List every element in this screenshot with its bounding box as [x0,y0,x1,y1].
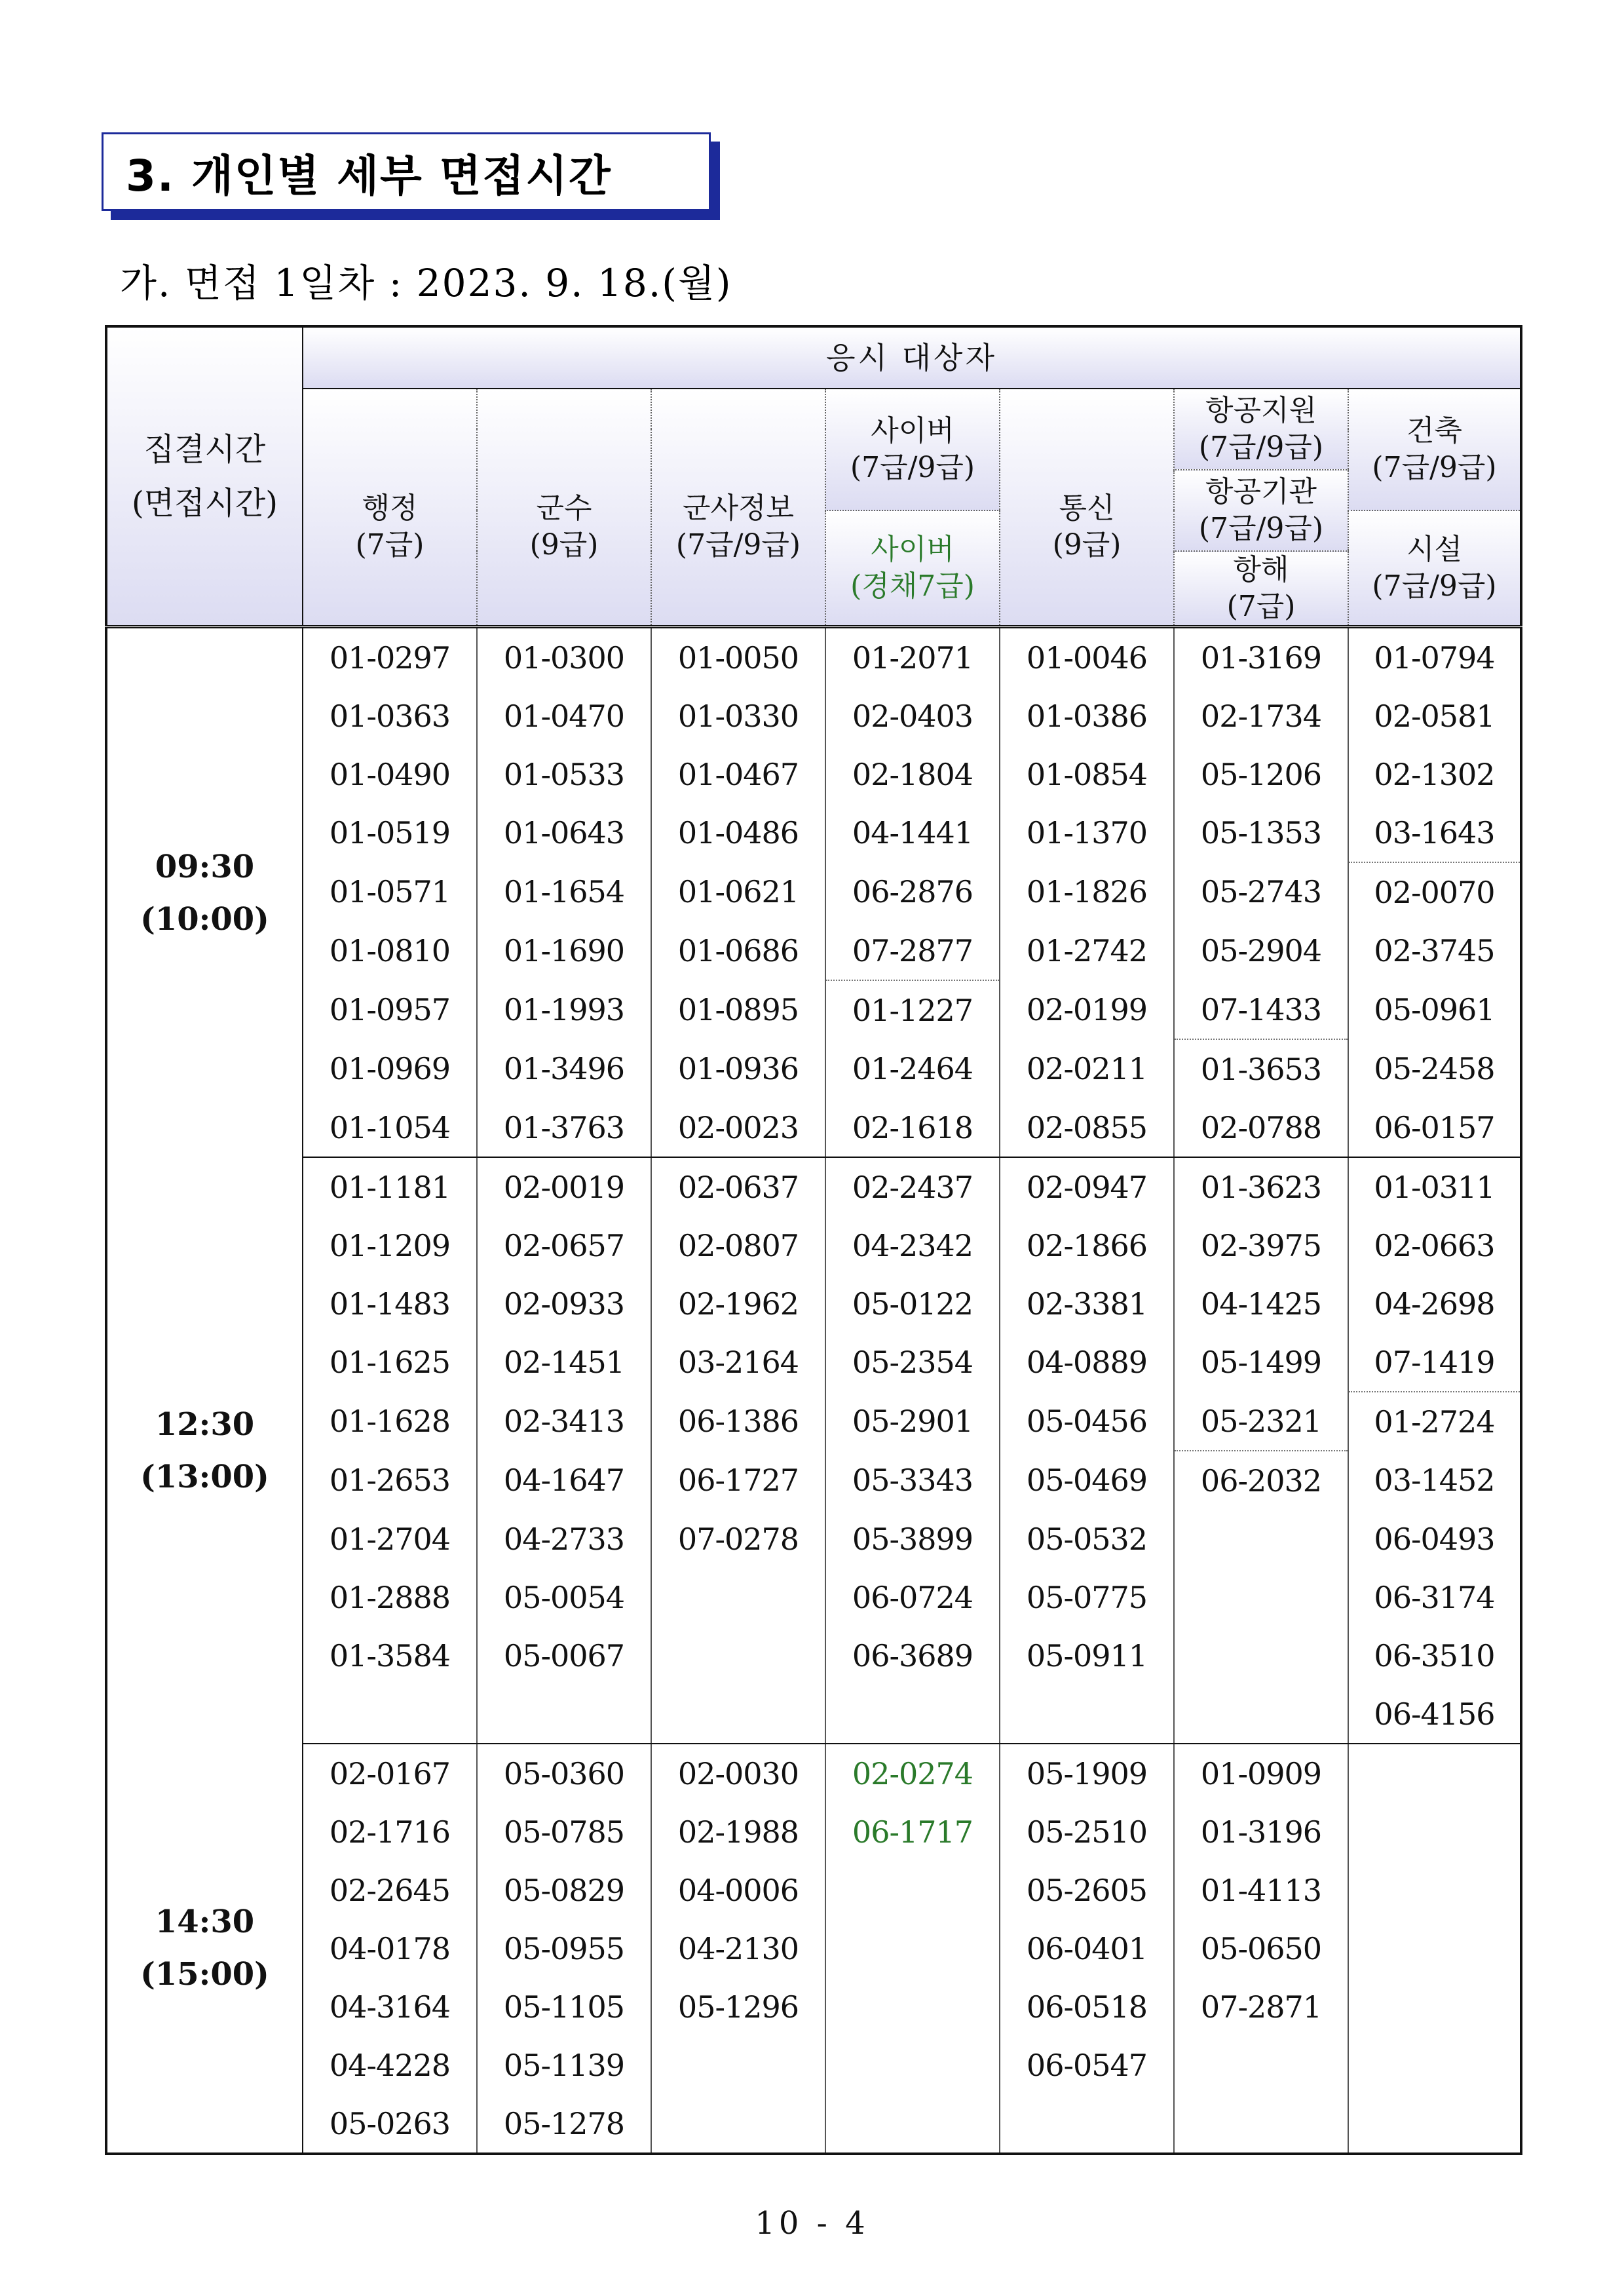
applicant-number-cell: 04-1425 [1174,1274,1348,1333]
col-header-geonchuk [1348,389,1521,510]
applicant-number-cell: 04-2342 [825,1216,1000,1274]
applicant-number-cell: 05-2901 [825,1392,1000,1451]
applicant-number-cell: 02-1866 [1000,1216,1174,1274]
applicant-number-cell: 02-3413 [477,1392,651,1451]
table-row [106,745,1521,803]
time-header [106,326,303,627]
applicant-number-cell: 02-0637 [651,1157,825,1216]
applicant-number-cell: 01-0895 [651,980,825,1039]
col-header-line: 행정 [362,491,418,525]
table-header [106,326,1521,627]
applicant-number-cell: 02-0274 [825,1744,1000,1803]
applicant-number-cell: 06-1717 [825,1803,1000,1861]
applicant-number-cell: 06-0401 [1000,1919,1174,1978]
applicant-number-cell: 01-2653 [329,1463,451,1498]
applicant-number-cell: 01-0311 [1348,1157,1521,1216]
applicant-number-cell [1348,1861,1521,1919]
applicant-number-cell: 04-0178 [329,1930,451,1966]
applicant-number-cell: 02-3975 [1174,1216,1348,1274]
applicant-number-cell: 01-3653 [1174,1039,1348,1098]
applicant-number-cell: 02-0167 [329,1755,451,1791]
applicant-number-cell: 05-0532 [1000,1510,1174,1568]
applicant-number-cell [1174,1510,1348,1568]
col-header-line: 시설 [1406,533,1462,566]
applicant-number-cell: 01-4113 [1174,1861,1348,1919]
applicant-number-cell: 01-0643 [477,803,651,862]
applicant-number-cell: 05-0054 [477,1568,651,1626]
applicant-number-cell: 05-3899 [825,1510,1000,1568]
table-row [106,803,1521,862]
col-header-gunsajeongbo [651,389,825,627]
col-header-line: 사이버 [871,414,954,448]
applicant-number-cell [1348,1978,1521,2036]
applicant-number-cell [825,1685,1000,1744]
applicant-number-cell: 02-3381 [1000,1274,1174,1333]
table-row [106,627,1521,687]
applicant-number-cell: 02-1302 [1348,745,1521,803]
applicant-number-cell: 05-0263 [303,2094,477,2154]
col-header-line: 군수 [536,491,592,525]
applicant-number-cell [825,2094,1000,2154]
applicant-number-cell: 02-0070 [1348,862,1521,921]
table-row [106,1274,1521,1333]
applicant-number-cell: 06-3510 [1348,1626,1521,1685]
applicant-number-cell: 06-2876 [825,862,1000,921]
assembly-time: 14:30 [155,1904,255,1940]
assembly-time: 12:30 [155,1406,255,1443]
applicant-number-cell: 02-0030 [651,1744,825,1803]
applicant-number-cell: 02-1988 [651,1803,825,1861]
applicant-number-cell: 04-2130 [651,1919,825,1978]
col-header-line: (9급) [529,528,599,562]
col-header-line: 건축 [1406,414,1462,448]
applicant-number-cell: 01-1209 [329,1227,451,1263]
applicant-number-cell: 07-1433 [1174,980,1348,1039]
col-header-line: (9급) [1052,528,1122,562]
applicant-number-cell [1174,2094,1348,2154]
applicant-number-cell [1174,2036,1348,2094]
applicant-number-cell: 05-2605 [1000,1861,1174,1919]
applicant-number-cell: 03-1452 [1348,1451,1521,1510]
applicant-number-cell [1348,2036,1521,2094]
applicant-number-cell: 05-1499 [1174,1333,1348,1392]
table-row [106,1216,1521,1274]
applicant-number-cell: 05-0955 [477,1919,651,1978]
table-row [106,2036,1521,2094]
applicant-number-cell: 05-0829 [477,1861,651,1919]
applicant-number-cell: 05-0067 [477,1626,651,1685]
applicant-number-cell: 01-3763 [477,1098,651,1157]
applicant-number-cell: 02-3745 [1348,921,1521,980]
col-header-line: (7급/9급) [1372,451,1497,484]
table-row [106,1685,1521,1744]
col-header-line: (7급/9급) [1198,512,1324,545]
applicant-number-cell: 02-0019 [477,1157,651,1216]
applicant-number-cell: 02-0023 [651,1098,825,1157]
table-row [106,980,1521,1039]
table-row [106,1626,1521,1685]
applicant-number-cell [1174,1685,1348,1744]
time-slot-cell [106,1157,303,1744]
applicant-number-cell: 04-2698 [1348,1274,1521,1333]
schedule-body [106,627,1521,2154]
applicant-number-cell: 05-0650 [1174,1919,1348,1978]
applicant-number-cell: 01-1826 [1000,862,1174,921]
applicant-number-cell: 07-0278 [651,1510,825,1568]
applicant-number-cell: 01-1690 [477,921,651,980]
applicant-number-cell: 02-0788 [1174,1098,1348,1157]
applicant-number-cell: 06-0518 [1000,1978,1174,2036]
table-row [106,1333,1521,1392]
applicant-number-cell: 03-1643 [1348,803,1521,862]
applicant-number-cell: 05-0911 [1000,1626,1174,1685]
applicant-number-cell: 01-2742 [1000,921,1174,980]
table-row [106,1392,1521,1451]
applicant-number-cell [825,1919,1000,1978]
col-header-line: 통신 [1059,491,1115,525]
applicant-number-cell [303,1685,477,1744]
applicant-number-cell: 01-0470 [477,687,651,745]
page-number: 10 - 4 [755,2205,869,2242]
applicant-number-cell [651,1626,825,1685]
interview-schedule-table [105,325,1522,2155]
applicant-number-cell: 01-0794 [1348,627,1521,687]
applicant-number-cell [1000,2094,1174,2154]
applicant-number-cell: 02-1804 [825,745,1000,803]
applicant-number-cell [1174,1568,1348,1626]
table-row [106,1157,1521,1216]
applicant-number-cell: 01-0050 [651,627,825,687]
applicant-number-cell: 01-0969 [329,1051,451,1086]
col-header-cyber [825,389,1000,510]
time-header-line2: (면접시간) [132,485,278,522]
col-header-line: (7급/9급) [675,528,801,562]
applicant-number-cell: 01-0533 [477,745,651,803]
col-header-haengjeong [303,389,477,627]
applicant-number-cell: 01-0046 [1000,627,1174,687]
col-header-line: 군사정보 [682,491,794,525]
table-row [106,1919,1521,1978]
table-row [106,1861,1521,1919]
applicant-number-cell: 01-2888 [329,1579,451,1615]
table-row [106,862,1521,921]
applicant-number-cell: 01-1483 [329,1286,451,1322]
applicant-number-cell: 05-0360 [477,1744,651,1803]
applicant-number-cell: 04-1441 [825,803,1000,862]
col-header-line: (7급/9급) [1198,430,1324,464]
applicant-number-cell: 05-1278 [477,2094,651,2154]
table-row [106,1451,1521,1510]
applicant-number-cell: 05-1206 [1174,745,1348,803]
applicant-number-cell: 04-1647 [477,1451,651,1510]
table-row [106,921,1521,980]
col-header-line: (7급) [1226,590,1296,623]
applicant-number-cell: 02-2437 [825,1157,1000,1216]
applicant-number-cell [825,1978,1000,2036]
applicant-number-cell: 01-1993 [477,980,651,1039]
applicant-number-cell: 02-0933 [477,1274,651,1333]
table-row [106,2094,1521,2154]
applicant-number-cell: 01-1628 [329,1404,451,1439]
interview-time: (15:00) [140,1956,269,1993]
applicant-number-cell: 01-0363 [329,698,451,734]
applicant-number-cell: 05-0122 [825,1274,1000,1333]
applicant-number-cell: 02-0855 [1000,1098,1174,1157]
time-slot-cell [106,1744,303,2154]
applicant-number-cell [825,2036,1000,2094]
applicant-number-cell: 01-0300 [477,627,651,687]
col-header-tongsin [1000,389,1174,627]
applicant-number-cell: 01-2464 [825,1039,1000,1098]
col-header-line: 항공기관 [1205,475,1317,508]
applicant-number-cell: 04-3164 [329,1989,451,2025]
interview-time: (10:00) [140,900,269,938]
applicant-number-cell: 01-0571 [329,874,451,909]
applicant-number-cell: 05-1105 [477,1978,651,2036]
time-slot-cell [106,627,303,1158]
applicant-number-cell: 05-1296 [651,1978,825,2036]
applicant-number-cell: 01-0909 [1174,1744,1348,1803]
applicant-number-cell: 02-2645 [329,1872,451,1908]
applicant-number-cell: 05-0775 [1000,1568,1174,1626]
applicant-number-cell: 02-0807 [651,1216,825,1274]
time-header-line1: 집결시간 [143,431,266,468]
table-row [106,1039,1521,1098]
applicant-number-cell: 02-0199 [1000,980,1174,1039]
applicant-number-cell [1348,1919,1521,1978]
applicant-number-cell: 01-0386 [1000,687,1174,745]
applicant-number-cell [651,1568,825,1626]
applicant-number-cell: 06-3174 [1348,1568,1521,1626]
applicant-number-cell: 06-2032 [1174,1451,1348,1510]
applicant-number-cell: 01-0330 [651,687,825,745]
applicant-number-cell: 05-1139 [477,2036,651,2094]
applicant-number-cell: 02-0657 [477,1216,651,1274]
col-header-hanggongjiwon [1174,389,1348,470]
applicant-number-cell: 02-1734 [1174,687,1348,745]
group-header: 응시 대상자 [303,326,1521,389]
applicant-number-cell: 01-1181 [329,1169,451,1205]
col-header-line: 사이버 [871,533,954,566]
applicant-number-cell: 01-0621 [651,862,825,921]
applicant-number-cell [1000,1685,1174,1744]
applicant-number-cell: 01-1370 [1000,803,1174,862]
table-row [106,687,1521,745]
col-header-cyber-gyeongchae [825,510,1000,627]
applicant-number-cell: 01-0297 [329,640,451,676]
applicant-number-cell: 06-1727 [651,1451,825,1510]
applicant-number-cell: 05-0961 [1348,980,1521,1039]
applicant-number-cell: 05-2321 [1174,1392,1348,1451]
interview-time: (13:00) [140,1458,269,1495]
applicant-number-cell: 01-3496 [477,1039,651,1098]
applicant-number-cell [651,2094,825,2154]
applicant-number-cell: 01-2724 [1348,1392,1521,1451]
applicant-number-cell: 06-1386 [651,1392,825,1451]
applicant-number-cell: 01-0810 [329,933,451,968]
col-header-hanggonggigwan [1174,470,1348,551]
applicant-number-cell: 05-3343 [825,1451,1000,1510]
applicant-number-cell [1174,1626,1348,1685]
applicant-number-cell: 01-3196 [1174,1803,1348,1861]
applicant-number-cell: 01-3584 [329,1637,451,1674]
applicant-number-cell: 06-0547 [1000,2036,1174,2094]
applicant-number-cell: 02-1962 [651,1274,825,1333]
applicant-number-cell: 01-0854 [1000,745,1174,803]
applicant-number-cell: 05-0785 [477,1803,651,1861]
applicant-number-cell: 05-2743 [1174,862,1348,921]
applicant-number-cell: 05-0456 [1000,1392,1174,1451]
applicant-number-cell: 04-4228 [329,2047,451,2083]
applicant-number-cell: 01-1625 [329,1345,451,1380]
table-row [106,1978,1521,2036]
applicant-number-cell: 05-2510 [1000,1803,1174,1861]
table-row [106,1510,1521,1568]
applicant-number-cell: 01-0519 [329,815,451,851]
applicant-number-cell: 02-0211 [1000,1039,1174,1098]
applicant-number-cell: 07-1419 [1348,1333,1521,1392]
applicant-number-cell: 06-0157 [1348,1098,1521,1157]
table-row [106,1744,1521,1803]
applicant-number-cell: 01-1227 [825,980,1000,1039]
col-header-line: (7급/9급) [1372,569,1497,603]
applicant-number-cell: 01-0957 [329,992,451,1027]
assembly-time: 09:30 [155,848,255,885]
applicant-number-cell [1348,2094,1521,2154]
col-header-gunsu [477,389,651,627]
applicant-number-cell: 06-0493 [1348,1510,1521,1568]
applicant-number-cell: 07-2877 [825,921,1000,980]
applicant-number-cell: 01-1654 [477,862,651,921]
applicant-number-cell: 01-0936 [651,1039,825,1098]
applicant-number-cell: 02-0663 [1348,1216,1521,1274]
col-header-line: 항해 [1233,553,1289,586]
applicant-number-cell: 01-3623 [1174,1157,1348,1216]
applicant-number-cell: 02-0581 [1348,687,1521,745]
applicant-number-cell: 05-1909 [1000,1744,1174,1803]
table-row [106,1098,1521,1157]
applicant-number-cell: 01-1054 [303,1098,477,1157]
applicant-number-cell: 04-0889 [1000,1333,1174,1392]
applicant-number-cell: 01-0486 [651,803,825,862]
col-header-line: (경채7급) [850,569,975,603]
applicant-number-cell [651,1685,825,1744]
col-header-line: (7급) [355,528,425,562]
interview-day-subtitle: 가. 면접 1일차 : 2023. 9. 18.(월) [120,261,732,305]
applicant-number-cell: 02-1451 [477,1333,651,1392]
applicant-number-cell: 05-2354 [825,1333,1000,1392]
applicant-number-cell: 01-2071 [825,627,1000,687]
applicant-number-cell: 06-4156 [1348,1685,1521,1744]
section-title: 3. 개인별 세부 면접시간 [102,132,711,211]
applicant-number-cell: 05-2904 [1174,921,1348,980]
applicant-number-cell: 04-2733 [477,1510,651,1568]
applicant-number-cell: 01-3169 [1174,627,1348,687]
applicant-number-cell: 02-1618 [825,1098,1000,1157]
col-header-line: 항공지원 [1205,394,1317,427]
applicant-number-cell: 07-2871 [1174,1978,1348,2036]
applicant-number-cell: 05-0469 [1000,1451,1174,1510]
applicant-number-cell: 01-0490 [329,756,451,792]
applicant-number-cell [825,1861,1000,1919]
col-header-hanghae [1174,551,1348,627]
applicant-number-cell [477,1685,651,1744]
col-header-line: (7급/9급) [850,451,975,484]
applicant-number-cell: 06-3689 [825,1626,1000,1685]
section-title-box [102,132,711,211]
applicant-number-cell: 01-0686 [651,921,825,980]
applicant-number-cell: 02-1716 [329,1814,451,1850]
applicant-number-cell: 05-2458 [1348,1039,1521,1098]
table-row [106,1803,1521,1861]
applicant-number-cell: 02-0403 [825,687,1000,745]
applicant-number-cell [651,2036,825,2094]
applicant-number-cell: 04-0006 [651,1861,825,1919]
applicant-number-cell: 05-1353 [1174,803,1348,862]
applicant-number-cell: 01-2704 [329,1521,451,1557]
col-header-siseol [1348,510,1521,627]
table-row [106,1568,1521,1626]
applicant-number-cell: 01-0467 [651,745,825,803]
applicant-number-cell: 02-0947 [1000,1157,1174,1216]
applicant-number-cell [1348,1744,1521,1803]
applicant-number-cell: 03-2164 [651,1333,825,1392]
applicant-number-cell: 06-0724 [825,1568,1000,1626]
applicant-number-cell [1348,1803,1521,1861]
